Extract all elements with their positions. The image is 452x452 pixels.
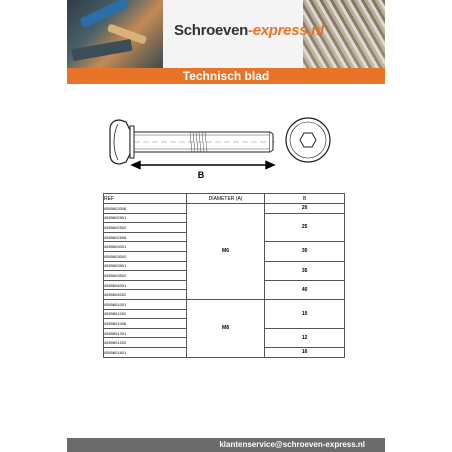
b-cell: 25 [265,213,345,242]
col-header-b: B [265,194,345,204]
title-bar [67,68,385,84]
ref-cell: 4559602506 [104,232,187,242]
b-cell: 16 [265,347,345,357]
diameter-cell: M8 [186,299,265,357]
bolt-drawing [100,110,340,180]
ref-cell: 4559801201 [104,328,187,338]
ref-cell: 4559604001 [104,280,187,290]
b-cell: 20 [265,204,345,214]
b-cell: 35 [265,261,345,280]
col-header-ref: REF [104,194,187,204]
dimension-b-arrow [132,162,274,169]
logo-suffix-text: -express.nl [248,22,324,39]
b-cell: 30 [265,242,345,261]
ref-cell: 4559801601 [104,347,187,357]
ref-cell: 4559801001 [104,299,187,309]
table-header-row [104,194,345,204]
col-header-diameter: DIAMETER (A) [186,194,265,204]
ref-cell: 4559603001 [104,242,187,252]
ref-cell: 4559801202 [104,338,187,348]
b-cell: 40 [265,280,345,299]
table-row [104,299,345,309]
header-banner [67,0,385,68]
bolt-flange [130,126,134,158]
ref-cell: 4559602008 [104,204,187,214]
page-title: Technisch blad [182,69,270,83]
b-cell: 10 [265,299,345,328]
ref-cell: 4559801006 [104,319,187,329]
ref-cell: 4559603502 [104,271,187,281]
spec-table [103,193,345,358]
ref-cell: 4559602501 [104,213,187,223]
bolt-head [110,120,130,164]
ref-cell: 4559603501 [104,261,187,271]
table-row [104,204,345,214]
brand-logo[interactable] [174,22,324,39]
ref-cell: 4559801002 [104,309,187,319]
diameter-cell: M6 [186,204,265,300]
ref-cell: 4559603002 [104,251,187,261]
tools-photo [67,0,163,68]
footer-bar [67,438,385,452]
ref-cell: 4559604002 [104,290,187,300]
footer-email-link[interactable]: klantenservice@schroeven-express.nl [219,440,365,449]
b-cell: 12 [265,328,345,347]
hex-socket-head-icon [286,118,330,162]
ref-cell: 4559602502 [104,223,187,233]
logo-main-text: Schroeven [174,22,248,39]
dimension-b-label: B [197,170,205,180]
